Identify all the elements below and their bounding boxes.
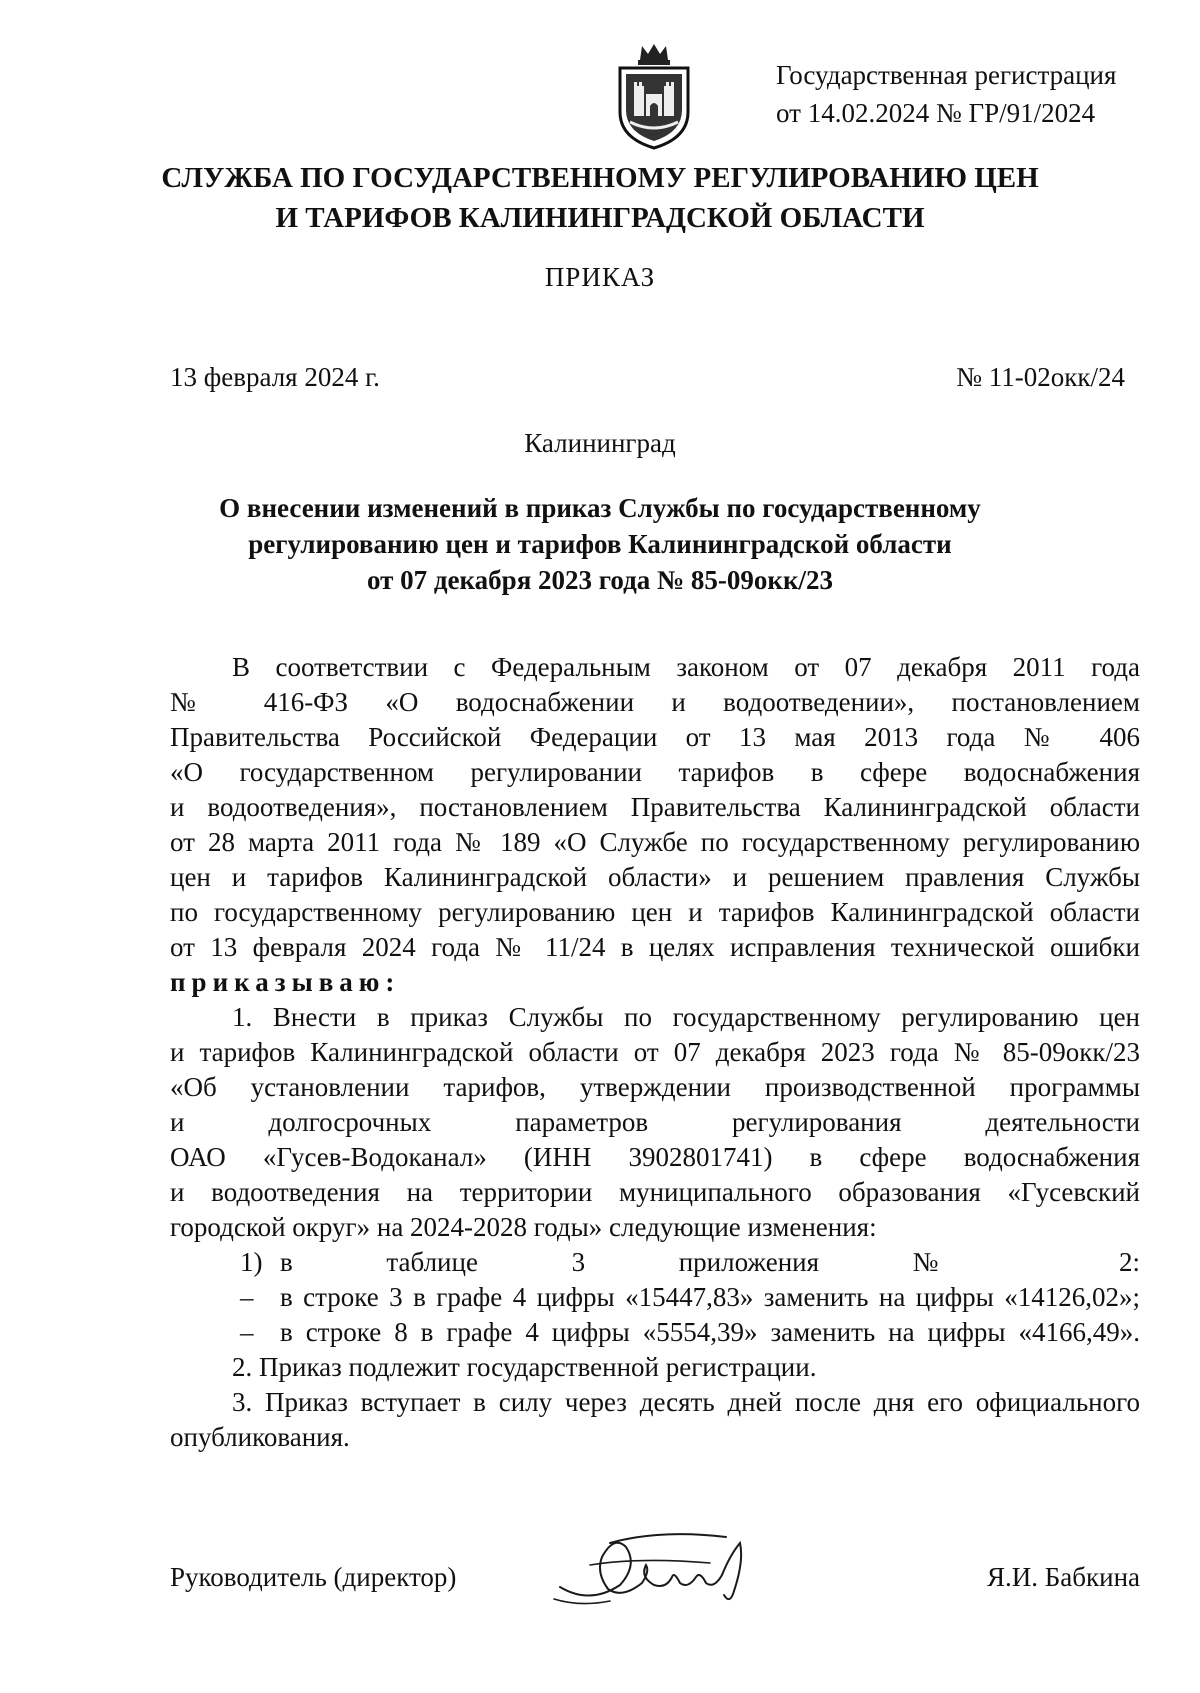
signature-block (170, 1550, 1140, 1610)
registration-stamp (776, 56, 1116, 132)
registration-line: Государственная регистрация (776, 60, 1117, 90)
dash-item (170, 1280, 1140, 1315)
coat-of-arms-icon (612, 42, 696, 150)
subitem-1 (170, 1245, 1140, 1280)
item-1-line (170, 1000, 1140, 1035)
item-2-text: Приказ подлежит государственной регистрации. (259, 1352, 817, 1382)
preamble-line: по государственному регулированию цен и тарифов Калининградской области (170, 897, 1140, 927)
dash-marker: – (240, 1282, 254, 1312)
item-3-marker: 3. (232, 1387, 253, 1417)
preamble-line: от 28 марта 2011 года № 189 «О Службе по государственному регулированию (170, 827, 1140, 857)
dash-item-text: в строке 8 в графе 4 цифры «5554,39» заменить на цифры «4166,49». (280, 1317, 1140, 1347)
preamble-line: от 13 февраля 2024 года № 11/24 в целях исправления технической ошибки (170, 932, 1140, 962)
item-1-line: и тарифов Калининградской области от 07 декабря 2023 года № 85-09окк/23 (170, 1037, 1140, 1067)
item-2-marker: 2. (232, 1352, 253, 1382)
item-3-line: опубликования. (170, 1422, 350, 1452)
document-date: 13 февраля 2024 г. (170, 362, 380, 392)
document-number: № 11-02окк/24 (956, 362, 1125, 392)
preamble-line: «О государственном регулировании тарифов в сфере водоснабжения (170, 757, 1140, 787)
subitem-1-text: в таблице 3 приложения № 2: (280, 1247, 1140, 1277)
preamble-line: цен и тарифов Калининградской области» и решением правления Службы (170, 862, 1140, 892)
item-3-line (170, 1385, 1140, 1420)
organization-line: СЛУЖБА ПО ГОСУДАРСТВЕННОМУ РЕГУЛИРОВАНИЮ ЦЕН (161, 162, 1039, 194)
subject-line: от 07 декабря 2023 года № 85-09окк/23 (366, 565, 834, 595)
item-1-line: и водоотведения на территории муниципального образования «Гусевский (170, 1177, 1140, 1207)
document-city: Калининград (524, 428, 676, 458)
item-3-text: Приказ вступает в силу через десять дней после дня его официального (265, 1387, 1140, 1417)
dash-item (170, 1315, 1140, 1350)
item-1-line: «Об установлении тарифов, утверждении производственной программы (170, 1072, 1140, 1102)
item-1-marker: 1. (232, 1002, 253, 1032)
item-1-text: Внести в приказ Службы по государственному регулированию цен (272, 1002, 1140, 1032)
item-1-line: городской округ» на 2024-2028 годы» следующие изменения: (170, 1212, 877, 1242)
document-type: ПРИКАЗ (544, 262, 656, 292)
registration-number: от 14.02.2024 № ГР/91/2024 (776, 98, 1096, 128)
signer-position: Руководитель (директор) (170, 1562, 457, 1592)
preamble-line: и водоотведения», постановлением Правительства Калининградской области (170, 792, 1140, 822)
subject-line: регулированию цен и тарифов Калининградской области (248, 529, 952, 559)
document-subject (0, 490, 1200, 598)
document-body (170, 650, 1140, 1455)
order-word: приказываю: (170, 967, 401, 997)
preamble-line: № 416-ФЗ «О водоснабжении и водоотведении», постановлением (170, 687, 1140, 717)
dash-marker: – (240, 1317, 254, 1347)
handwritten-signature-icon (550, 1525, 780, 1625)
organization-line: И ТАРИФОВ КАЛИНИНГРАДСКОЙ ОБЛАСТИ (275, 202, 925, 234)
organization-title (0, 158, 1200, 238)
subitem-1-marker: 1) (240, 1247, 263, 1277)
signer-name: Я.И. Бабкина (987, 1562, 1140, 1592)
item-2 (170, 1350, 1140, 1385)
preamble-line: Правительства Российской Федерации от 13 мая 2013 года № 406 (170, 722, 1140, 752)
dash-item-text: в строке 3 в графе 4 цифры «15447,83» заменить на цифры «14126,02»; (280, 1282, 1140, 1312)
preamble-line: В соответствии с Федеральным законом от 07 декабря 2011 года (232, 652, 1140, 682)
subject-line: О внесении изменений в приказ Службы по государственному (219, 493, 981, 523)
item-1-line: и долгосрочных параметров регулирования деятельности (170, 1107, 1140, 1137)
item-1-line: ОАО «Гусев-Водоканал» (ИНН 3902801741) в сфере водоснабжения (170, 1142, 1140, 1172)
